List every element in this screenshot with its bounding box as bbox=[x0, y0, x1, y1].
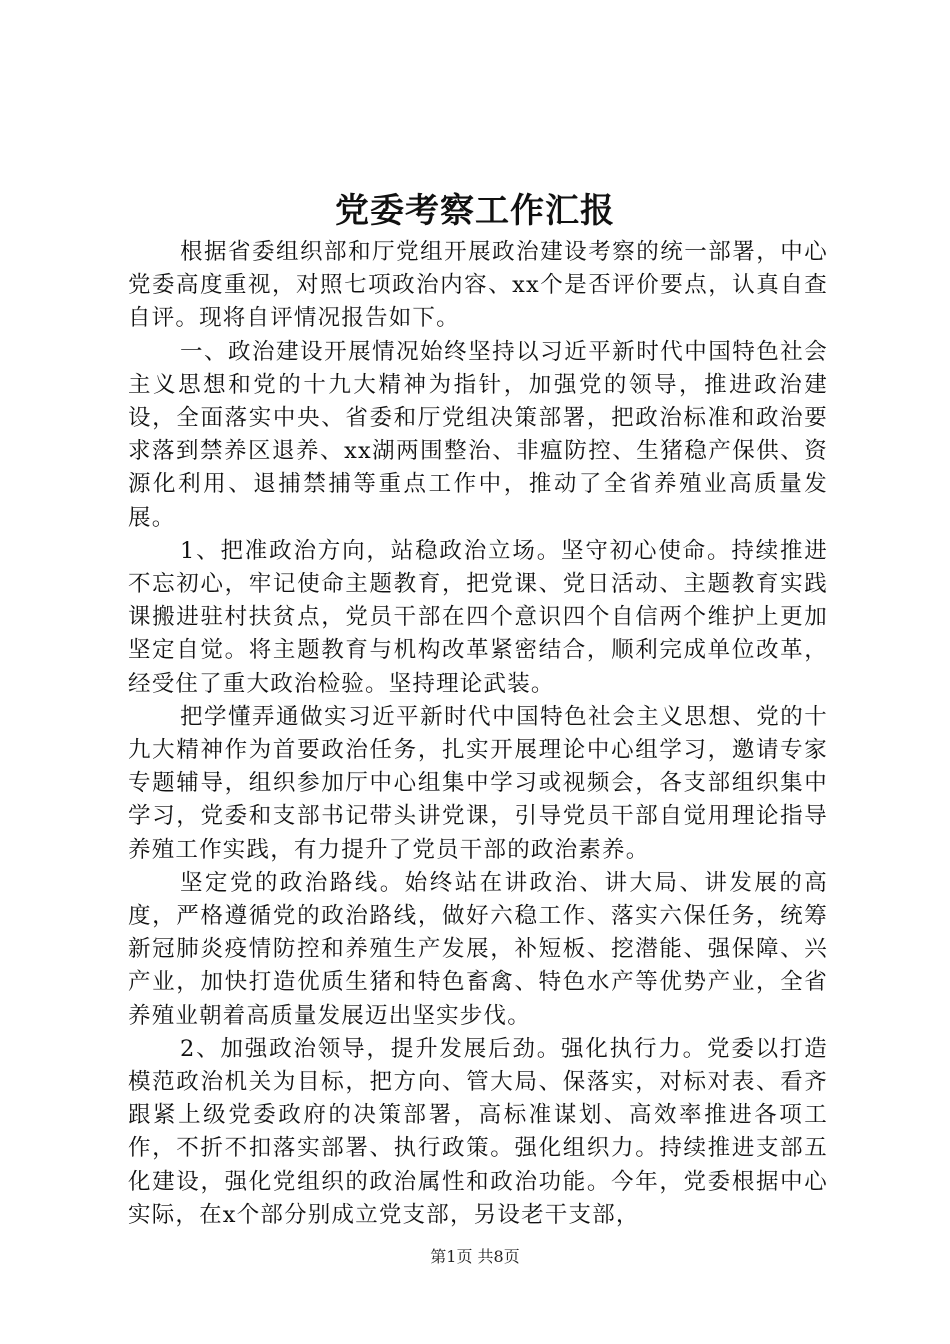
body-paragraph: 根据省委组织部和厅党组开展政治建设考察的统一部署，中心党委高度重视，对照七项政治内容、xx个是否评价要点，认真自查自评。现将自评情况报告如下。 bbox=[128, 239, 828, 332]
body-paragraph: 1、把准政治方向，站稳政治立场。坚守初心使命。持续推进不忘初心，牢记使命主题教育，把党课、党日活动、主题教育实践课搬进驻村扶贫点，党员干部在四个意识四个自信两个维护上更加坚定自觉。将主题教育与机构改革紧密结合，顺利完成单位改革，经受住了重大政治检验。坚持理论武装。 bbox=[128, 537, 828, 697]
body-paragraph: 把学懂弄通做实习近平新时代中国特色社会主义思想、党的十九大精神作为首要政治任务，扎实开展理论中心组学习，邀请专家专题辅导，组织参加厅中心组集中学习或视频会，各支部组织集中学习，党委和支部书记带头讲党课，引导党员干部自觉用理论指导养殖工作实践，有力提升了党员干部的政治素养。 bbox=[128, 703, 828, 863]
body-paragraph: 坚定党的政治路线。始终站在讲政治、讲大局、讲发展的高度，严格遵循党的政治路线，做好六稳工作、落实六保任务，统筹新冠肺炎疫情防控和养殖生产发展，补短板、挖潜能、强保障、兴产业，加快打造优质生猪和特色畜禽、特色水产等优势产业，全省养殖业朝着高质量发展迈出坚实步伐。 bbox=[128, 869, 828, 1029]
document-body bbox=[128, 236, 828, 1232]
document-title: 党委考察工作汇报 bbox=[335, 191, 615, 231]
body-paragraph: 2、加强政治领导，提升发展后劲。强化执行力。党委以打造模范政治机关为目标，把方向、管大局、保落实，对标对表、看齐跟紧上级党委政府的决策部署，高标准谋划、高效率推进各项工作，不折不扣落实部署、执行政策。强化组织力。持续推进支部五化建设，强化党组织的政治属性和政治功能。今年，党委根据中心实际，在x个部分别成立党支部，另设老干支部， bbox=[128, 1035, 828, 1228]
body-paragraph: 一、政治建设开展情况始终坚持以习近平新时代中国特色社会主义思想和党的十九大精神为指针，加强党的领导，推进政治建设，全面落实中央、省委和厅党组决策部署，把政治标准和政治要求落到禁养区退养、xx湖两围整治、非瘟防控、生猪稳产保供、资源化利用、退捕禁捕等重点工作中，推动了全省养殖业高质量发展。 bbox=[128, 338, 828, 531]
page-number-footer: 第1页 共8页 bbox=[430, 1247, 520, 1266]
